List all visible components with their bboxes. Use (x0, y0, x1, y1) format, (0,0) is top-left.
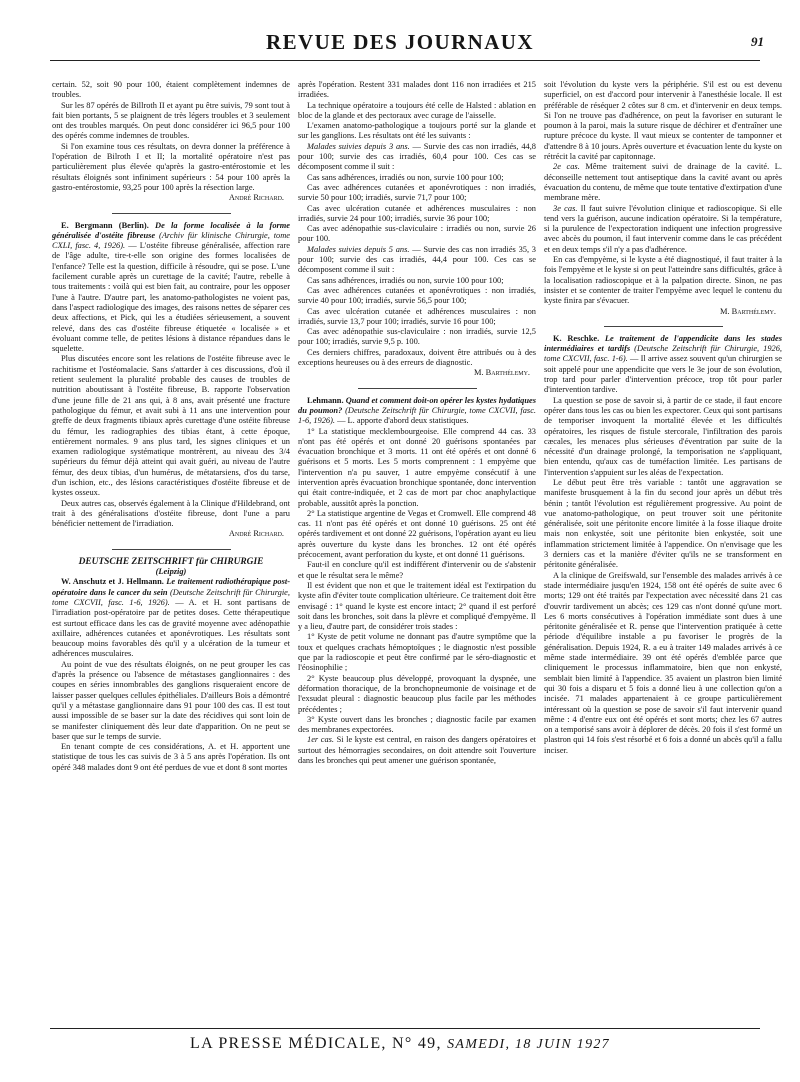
article-separator (112, 549, 231, 550)
paragraph: L'examen anatomo-pathologique a toujours porté sur la glande et sur les ganglions. Les résultats ont été les suivants : (298, 121, 536, 141)
paragraph: Plus discutées encore sont les relations de l'ostéite fibreuse avec le rachitisme et l'ostéomalacie. Sans s'attarder à ces discussions, d'où il retient seulement la pluralité probable des causes de troubles de nutrition aboutissant à l'ostéite fibreuse, B. rapporte l'observation d'une jeune fille de 21 ans qui, à 8 ans, avait présenté une fracture pathologique du fémur, et avait subi à 11 ans une intervention pour greffe de deux fragments tibiaux après curettage d'une ostéite fibreuse du fémur, les radiographies des tibias étant, à cette époque, entièrement normales. 9 ans plus tard, les signes cliniques et un examen radiologique systématique montrèrent, au niveau des 3/4 supérieurs du fémur déjà atteint qui avait guéri, au niveau de l'autre fémur, des deux tibias, d'un humérus, de métatarsiens, d'os du tarse, d'un ischion, etc., des lésions caractéristiques d'ostéite fibreuse et de kystes osseux. (52, 354, 290, 498)
paragraph: Faut-il en conclure qu'il est indifférent d'intervenir ou de s'abstenir et que le résultat sera le même? (298, 560, 536, 580)
paragraph: après l'opération. Restent 331 malades dont 116 non irradiées et 215 irradiées. (298, 80, 536, 100)
paragraph: La technique opératoire a toujours été celle de Halsted : ablation en bloc de la glande et des pectoraux avec curage de l'aisselle. (298, 100, 536, 120)
paragraph: Au point de vue des résultats éloignés, on ne peut grouper les cas d'après la présence ou l'absence de métastases ganglionnaires : des coupes en séries innombrables des ganglions risqueraient encore de laisser passer quelques cellules épithéliales. D'ailleurs Bois a démontré qu'il y a métastase ganglionnaire dans 91 pour 100 des cas. Il est tout aussi impossible de se baser sur la date des récidives qui sont loin de se manifester cliniquement dès leur date d'apparition. On ne peut se baser que sur le temps de survie. (52, 659, 290, 741)
journal-section-title: DEUTSCHE ZEITSCHRIFT für CHIRURGIE (78, 556, 264, 567)
article-abstract (52, 221, 290, 355)
footer-date: SAMEDI, 18 JUIN 1927 (447, 1037, 610, 1052)
signature: M. Barthélemy. (720, 306, 776, 316)
paragraph-text: — Survie des cas non irradiés 35, 3 pour 100; survie des cas irradiés, 44,4 pour 100. Ces cas se décomposent comme il suit : (298, 244, 536, 275)
paragraph (298, 735, 536, 766)
article-abstract (544, 334, 782, 396)
article-source: (Deutsche Zeitschrift für Chirurgie, tome CXCVII, fasc. 1-6, 1926). (298, 405, 536, 426)
paragraph (544, 204, 782, 255)
article-author: Lehmann. (307, 395, 344, 405)
footer-journal: LA PRESSE MÉDICALE, N° 49, (190, 1035, 442, 1052)
article-body: — A. et H. sont partisans de l'irradiation post-opératoire par de petites doses. Cette thérapeutique est surtout efficace dans les cas de gravité moyenne avec adénopathie axillaire, adhérences cutanées et aponévrotiques. Les résultats sont beaucoup moins favorables dès qu'il y a ulcération de la tumeur et adhérences musculaires. (52, 597, 290, 659)
article-abstract (52, 577, 290, 659)
signature: M. Barthélemy. (474, 368, 530, 378)
article-source: (Deutsche Zeitschrift für Chirurgie, tome CXCVII, fasc. 1-6, 1926). (52, 587, 290, 607)
paragraph: En cas d'empyème, si le kyste a été diagnostiqué, il faut traiter à la fois l'empyème et le kyste si on peut l'atteindre sans difficultés, grâce à la localisation radioscopique et à la palpation directe. Sinon, ne pas insister et se contenter de traiter l'empyème avec lequel le contenu du kyste finira par s'évacuer. (544, 255, 782, 306)
article-author: W. Anschutz et J. Hellmann. (61, 577, 164, 587)
paragraph: Cas avec ulcération cutanée et adhérences musculaires : non irradiés, survie 24 pour 100; irradiés, survie 36 pour 100; (298, 203, 536, 223)
article-separator (112, 213, 231, 214)
article-abstract (298, 396, 536, 427)
footer-rule (50, 1028, 760, 1029)
paragraph-text: — Survie des cas non irradiés, 44,8 pour 100; survie des cas irradiés, 60,4 pour 100. Ces cas se décomposent comme il suit : (298, 141, 536, 172)
paragraph: A la clinique de Greifswald, sur l'ensemble des malades arrivés à ce stade intermédiaire jusqu'en 1924, 158 ont été opérés de suite avec 6 morts; 129 ont été traités par l'expectation avec nécessité dans 21 cas d'ouvrir tardivement un abcès; ces 129 cas n'ont donné qu'une mort. Les 6 morts consécutives à l'opération immédiate sont dues à une péritonite généralisée et R. pense que l'intervention pratiquée à cette période d'équilibre instable a pu favoriser le progrès de la généralisation. Depuis 1924, R. a eu à traiter 149 malades arrivés à ce même stade intermédiaire. 39 ont été opérés d'emblée parce que cliniquement le processus inflammatoire, bien que non enkysté, semblait bien limité à l'appendice. 35 avaient un plastron bien limité qui 30 fois a disparu et 5 fois a donné lieu à une collection qu'on a incisée. 71 malades appartenaient à ce groupe particulièrement intéressant où la question se pose de savoir s'il faut intervenir quand même : 4 d'entre eux ont été opérés et sont morts; chez les 67 autres on a temporisé sans avoir à déplorer de décès. 20 fois il s'est formé un plastron qui 14 fois s'est résorbé et 6 fois a donné un abcès qu'il a fallu inciser. (544, 570, 782, 755)
page-number: 91 (751, 34, 764, 49)
paragraph-text: Si le kyste est central, en raison des dangers opératoires et surtout des hémorragies secondaires, on doit attendre soit l'ouverture dans les bronches qui peut amener une guérison spontanée, (298, 735, 536, 765)
paragraph (298, 142, 536, 173)
paragraph: Cas avec adénopathie sus-claviculaire : irradiés ou non, survie 26 pour 100. (298, 224, 536, 244)
journal-section-city: (Leipzig) (155, 567, 187, 577)
paragraph-text: Même traitement suivi de drainage de la cavité. L. déconseille nettement tout antiseptique dans la cavité avant ou après évacuation du contenu, de même que toute tentative d'extirpation d'une membrane mère. (544, 162, 782, 203)
paragraph: 2° La statistique argentine de Vegas et Cromwell. Elle comprend 48 cas. 11 n'ont pas été opérés et ont donné 10 guérisons. 25 ont été opérés tardivement et ont donné 22 guérisons, l'opération ayant eu lieu après ouverture du kyste dans les bronches. 12 ont été opérés précocement, avant perforation du kyste, et ont donné 11 guérisons. (298, 508, 536, 560)
paragraph-text: Il faut suivre l'évolution clinique et radioscopique. Si elle tend vers la guérison, aucune indication opératoire. Si la température, si la purulence de l'expectoration indiquent une infection progressive avec abcès du poumon, il faut intervenir comme dans le cas précédent et en deux temps s'il n'y a pas d'adhérence. (544, 203, 782, 254)
paragraph: Il est évident que non et que le traitement idéal est l'extirpation du kyste afin d'éviter toute complication ultérieure. Ce traitement doit être envisagé : 1° quand le kyste est encore intact; 2° quand il est perforé soit dans les bronches, soit dans la plèvre et compliqué d'empyème. Il y a lieu, d'autre part, de considérer trois stades : (298, 580, 536, 632)
article-separator (604, 326, 723, 327)
paragraph: certain. 52, soit 90 pour 100, étaient complètement indemnes de troubles. (52, 80, 290, 100)
paragraph (544, 162, 782, 203)
subheading: Malades suivies depuis 3 ans. (307, 141, 410, 151)
article-author: E. Bergmann (Berlin). (61, 220, 149, 230)
paragraph: Cas sans adhérences, irradiés ou non, survie 100 pour 100; (307, 172, 504, 182)
paragraph: Si l'on examine tous ces résultats, on devra donner la préférence à l'opération de Bilroth I et II; la mortalité opératoire n'est pas particulièrement plus élevée qu'après la gastro-entérostomie et les résultats éloignés sont infiniment supérieurs : 54 pour 100 après la gastro-entérostomie, 93,25 pour 100 après la résection large. (52, 141, 290, 192)
paragraph: Cas avec ulcération cutanée et adhérences musculaires : non irradiés, survie 13,7 pour 100; irradiés, survie 16 pour 100; (298, 306, 536, 326)
article-body: — L. apporte d'abord deux statistiques. (337, 416, 469, 426)
subheading: 3e cas. (553, 203, 578, 213)
paragraph: Cas sans adhérences, irradiés ou non, survie 100 pour 100; (307, 275, 504, 285)
article-source: (Archiv für klinische Chirurgie, tome CXLI, fasc. 4, 1926). (52, 230, 290, 251)
paragraph: Deux autres cas, observés également à la Clinique d'Hildebrand, ont trait à des généralisations d'ostéite fibreuse, dont l'une a paru bénéficier nettement de l'irradiation. (52, 498, 290, 529)
signature: André Richard. (228, 529, 284, 539)
paragraph (298, 245, 536, 276)
paragraph: 3° Kyste ouvert dans les bronches ; diagnostic facile par examen des membranes expectorées. (298, 714, 536, 735)
paragraph: La question se pose de savoir si, à partir de ce stade, il faut encore opérer dans tous les cas ou bien les expectorer. Ceux qui sont partisans de temporiser invoquent la mortalité élevée et les difficultés opératoires, les risques de fistule stercorale, l'infiltration des parois cæcales, les menaces plus sérieuses d'éventration par suite de la nécessité d'un drainage prolongé, la temporisation ne s'appliquant, bien entendu, qu'aux cas de tuméfaction limitée. Les partisans de l'intervention s'appuient sur les aléas de l'expectation. (544, 395, 782, 477)
paragraph: Cas avec adhérences cutanées et aponévrotiques : non irradiés, survie 50 pour 100; irradiés, survie 71,7 pour 100; (298, 182, 536, 203)
column-3 (544, 80, 782, 1025)
article-title: Le traitement de l'appendicite dans les stades intermédiaires et tardifs (544, 333, 782, 354)
article-separator (358, 388, 477, 389)
paragraph: soit l'évolution du kyste vers la périphérie. S'il est ou est devenu superficiel, on est d'accord pour intervenir à l'anesthésie locale. Il est préférable de réséquer 2 côtes sur 8 cm. et d'intervenir en deux temps. Si l'on ne trouve pas d'adhérence, on peut la favoriser en suturant le poumon à la paroi, mais la suture risque de déchirer et d'entraîner une rupture précoce du kyste. Il vaut mieux se contenter de tamponner et d'attendre 8 à 10 jours. Après ouverture et évacuation lente du kyste on rétrécit la cavité par capitonnage. (544, 80, 782, 162)
paragraph: Le début peut être très variable : tantôt une aggravation se manifeste brusquement à la fin du second jour après un début très bénin ; tantôt l'évolution est régulièrement progressive. Au point de vue anatomo-pathologique, on peut trouver soit une péritonite généralisée, soit une péritonite encore limitée à la fosse iliaque droite mais non enkystée, soit une péritonite bien enkystée, soit une inflammation strictement limitée à l'appendice. On n'envisage que les 3 derniers cas et la manière d'éviter qu'ils ne se transforment en péritonite généralisée. (544, 477, 782, 570)
article-body: — Il arrive assez souvent qu'un chirurgien se soit appelé pour une appendicite que vers le 3e jour de son évolution, trop tard pour parler d'intervention précoce, trop tôt pour parler d'intervention tardive. (544, 354, 782, 395)
article-title: Quand et comment doit-on opérer les kystes hydatiques du poumon? (298, 395, 536, 415)
article-source: (Deutsche Zeitschrift für Chirurgie, 1926, tome CXCVII, fasc. 1-6). (544, 344, 782, 364)
paragraph: 1° La statistique mecklembourgeoise. Elle comprend 44 cas. 33 n'ont pas été opérés et ont donné 20 guérisons spontanées par évacuation bronchique et 3 morts. 11 ont été opérés et ont donné 6 guérisons et 5 morts. Les 5 morts comprennent : 1 empyème que l'intervention n'a pu sauver, 1 autre empyème consécutif à une intervention après évacuation bronchique spontanée, donc intervention qui était contre-indiquée, et 2 cas de mort par choc anaphylactique probable, aussitôt après la ponction. (298, 426, 536, 508)
paragraph: Ces derniers chiffres, paradoxaux, doivent être attribués ou à des exceptions heureuses ou à des erreurs de diagnostic. (298, 347, 536, 368)
signature: André Richard. (228, 193, 284, 203)
paragraph: En tenant compte de ces considérations, A. et H. apportent une statistique de tous les cas suivis de 3 à 5 ans après l'opération. Ils ont opéré 348 malades dont 9 ont été perdues de vue et dont 8 sont mortes (52, 742, 290, 772)
paragraph: Cas avec adhérences cutanées et aponévrotiques : non irradiés, survie 40 pour 100; irradiés, survie 56,5 pour 100; (298, 285, 536, 306)
paragraph: Cas avec adénopathie sus-claviculaire : non irradiés, survie 12,5 pour 100; irradiés, survie 9,5 p. 100. (298, 327, 536, 347)
column-1 (52, 80, 290, 1025)
header-rule (50, 60, 760, 61)
subheading: 2e cas. (553, 162, 580, 172)
paragraph: Sur les 87 opérés de Billroth II et ayant pu être suivis, 79 sont tout à fait bien portants, 5 se plaignent de très légers troubles et 3 seulement ont des troubles marqués. On peut donc considérer ici 96,5 pour 100 des opérés comme indemnes de troubles. (52, 100, 290, 141)
article-title: Le traitement radiothérapique post-opératoire dans le cancer du sein (52, 577, 290, 597)
column-2 (298, 80, 536, 1025)
page-footer (0, 1034, 800, 1055)
subheading: 1er cas. (307, 735, 334, 745)
article-title: De la forme localisée à la forme généralisée d'ostéite fibreuse (52, 220, 290, 240)
running-header: REVUE DES JOURNAUX (266, 30, 534, 54)
article-body: — L'ostéite fibreuse généralisée, affection rare de l'âge adulte, tire-t-elle son origine des formes localisées de l'enfance? Telle est la question, difficile à résoudre, qui se pose. L'une facilement curable après un curettage de la cavité; l'autre, rebelle à tous traitements : voilà qui est bien fait, au contraire, pour les opposer l'une à l'autre. D'autre part, les anatomo-pathologistes ne voient pas, dans l'aspect radiologique des images, des raisons nettes de séparer ces deux affections, et Pick, qui les a étudiées sérieusement, a souvent relevé, dans des cas d'ostéite fibreuse étiquetée « localisée » et évoluant comme telle, de petites lésions à distance répandues dans le squelette. (52, 241, 290, 354)
paragraph: 1° Kyste de petit volume ne donnant pas d'autre symptôme que la toux et quelques crachats hémoptoïques ; le diagnostic n'est possible que par la radioscopie et peut être confirmé par le séro-diagnostic et l'éosinophilie ; (298, 632, 536, 673)
paragraph: 2° Kyste beaucoup plus développé, provoquant la dyspnée, une déformation thoracique, de la bronchopneumonie de voisinage et de l'exsudat pleural : diagnostic beaucoup plus facile par les méthodes précédentes ; (298, 673, 536, 714)
subheading: Malades suivies depuis 5 ans. (307, 244, 410, 254)
article-author: K. Reschke. (553, 333, 600, 343)
